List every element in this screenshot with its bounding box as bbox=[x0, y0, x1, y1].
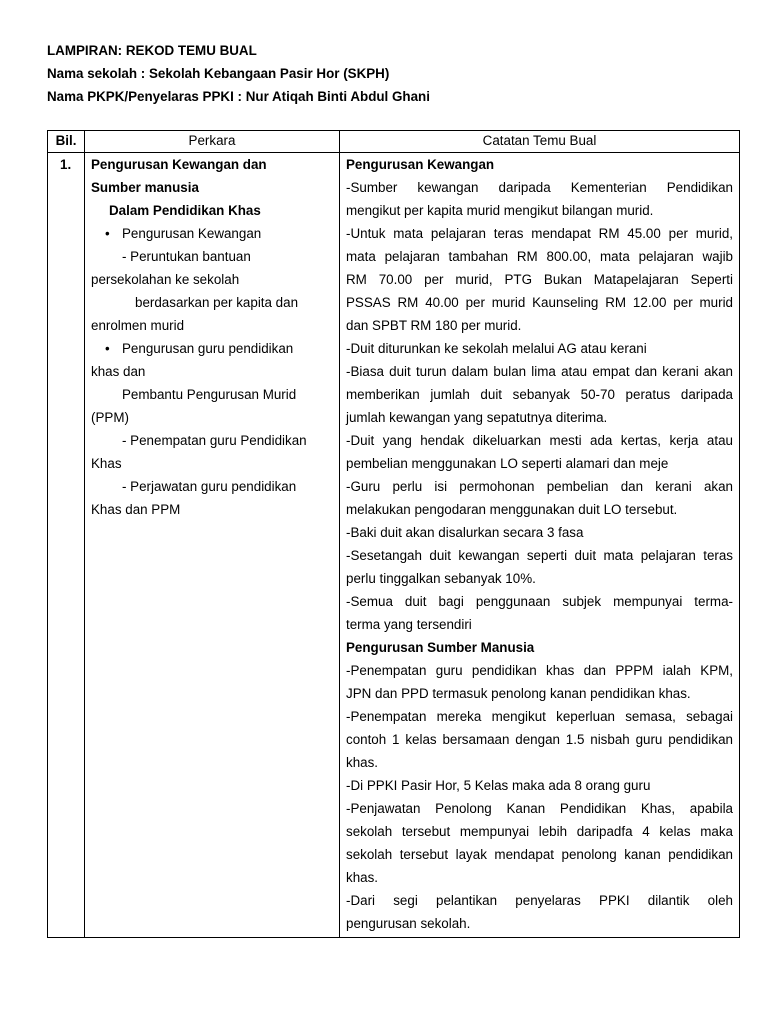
header-catatan: Catatan Temu Bual bbox=[340, 131, 740, 153]
bullet-icon bbox=[105, 341, 122, 356]
note-line: PSSAS RM 40.00 per murid Kaunseling RM 12.00 per murid bbox=[346, 295, 733, 310]
note-line: contoh 1 kelas bersamaan dengan 1.5 nisbah guru pendidikan bbox=[346, 732, 733, 747]
note-line: -Guru perlu isi permohonan pembelian dan kerani akan bbox=[346, 479, 733, 494]
note-line: pembelian menggunakan LO seperti alamari dan meje bbox=[346, 456, 669, 471]
perkara-line: Khas dan PPM bbox=[91, 502, 181, 517]
note-line: -Untuk mata pelajaran teras mendapat RM 45.00 per murid, bbox=[346, 226, 733, 241]
note-line: sekolah tersebut mempunyai lebih daripadfa 4 kelas maka bbox=[346, 824, 733, 839]
note-line: mengikut per kapita murid mengikut bilangan murid. bbox=[346, 203, 654, 218]
note-line: RM 70.00 per murid, PTG Bukan Matapelajaran Seperti bbox=[346, 272, 733, 287]
note-line: pengurusan sekolah. bbox=[346, 916, 471, 931]
note-line: khas. bbox=[346, 755, 379, 770]
perkara-line: - Perjawatan guru pendidikan bbox=[122, 479, 297, 494]
table-header-row bbox=[48, 131, 740, 153]
note-line: -Duit diturunkan ke sekolah melalui AG atau kerani bbox=[346, 341, 647, 356]
note-line: -Sumber kewangan daripada Kementerian Pendidikan bbox=[346, 180, 733, 195]
note-line: -Dari segi pelantikan penyelaras PPKI dilantik oleh bbox=[346, 893, 733, 908]
note-line: -Duit yang hendak dikeluarkan mesti ada kertas, kerja atau bbox=[346, 433, 733, 448]
note-line: -Sesetangah duit kewangan seperti duit mata pelajaran teras bbox=[346, 548, 733, 563]
note-line: -Semua duit bagi penggunaan subjek mempunyai terma- bbox=[346, 594, 733, 609]
note-line: -Biasa duit turun dalam bulan lima atau empat dan kerani akan bbox=[346, 364, 733, 379]
row-number-cell bbox=[48, 153, 85, 938]
note-line: JPN dan PPD termasuk penolong kanan pendidikan khas. bbox=[346, 686, 691, 701]
perkara-line: Pengurusan Kewangan dan bbox=[91, 157, 267, 172]
coordinator-name: Nama PKPK/Penyelaras PPKI : Nur Atiqah Binti Abdul Ghani bbox=[47, 89, 430, 104]
perkara-line: enrolmen murid bbox=[91, 318, 185, 333]
catatan-cell bbox=[340, 153, 740, 938]
note-line: khas. bbox=[346, 870, 379, 885]
perkara-line: - Penempatan guru Pendidikan bbox=[122, 433, 307, 448]
header-perkara: Perkara bbox=[85, 131, 340, 153]
perkara-line: berdasarkan per kapita dan bbox=[135, 295, 299, 310]
appendix-title: LAMPIRAN: REKOD TEMU BUAL bbox=[47, 43, 257, 58]
perkara-line: (PPM) bbox=[91, 410, 129, 425]
note-line: memberikan jumlah duit sebanyak 50-70 peratus daripada bbox=[346, 387, 733, 402]
note-line: -Di PPKI Pasir Hor, 5 Kelas maka ada 8 orang guru bbox=[346, 778, 651, 793]
note-line: melakukan pengodaran menggunakan duit LO tersebut. bbox=[346, 502, 678, 517]
document-header bbox=[47, 42, 430, 111]
header-bil: Bil. bbox=[48, 131, 85, 153]
school-name: Nama sekolah : Sekolah Kebangaan Pasir Hor (SKPH) bbox=[47, 66, 390, 81]
note-line: mata pelajaran tambahan RM 800.00, mata pelajaran wajib bbox=[346, 249, 733, 264]
row-number: 1. bbox=[60, 157, 72, 172]
perkara-line: Pengurusan guru pendidikan bbox=[122, 341, 294, 356]
perkara-line: khas dan bbox=[91, 364, 146, 379]
perkara-line: Sumber manusia bbox=[91, 180, 199, 195]
note-line: -Baki duit akan disalurkan secara 3 fasa bbox=[346, 525, 584, 540]
perkara-line: Pengurusan Kewangan bbox=[122, 226, 262, 241]
note-line: jumlah kewangan yang sepatutnya diterima. bbox=[346, 410, 608, 425]
note-line: dan SPBT RM 180 per murid. bbox=[346, 318, 522, 333]
table-row bbox=[48, 153, 740, 938]
note-line: sekolah tersebut layak mendapat penolong kanan pendidikan bbox=[346, 847, 733, 862]
note-line: perlu tinggalkan sebanyak 10%. bbox=[346, 571, 536, 586]
interview-record-table bbox=[47, 130, 740, 938]
perkara-line: - Peruntukan bantuan bbox=[122, 249, 251, 264]
perkara-cell bbox=[85, 153, 340, 938]
bullet-icon bbox=[105, 226, 122, 241]
perkara-line: Dalam Pendidikan Khas bbox=[109, 203, 261, 218]
note-line: terma yang tersendiri bbox=[346, 617, 472, 632]
perkara-line: Khas bbox=[91, 456, 122, 471]
note-line: -Penempatan mereka mengikut keperluan semasa, sebagai bbox=[346, 709, 733, 724]
perkara-line: Pembantu Pengurusan Murid bbox=[122, 387, 297, 402]
section-heading-kewangan: Pengurusan Kewangan bbox=[346, 157, 495, 172]
bullet-item bbox=[91, 222, 339, 245]
note-line: -Penjawatan Penolong Kanan Pendidikan Khas, apabila bbox=[346, 801, 733, 816]
perkara-line: persekolahan ke sekolah bbox=[91, 272, 240, 287]
note-line: -Penempatan guru pendidikan khas dan PPPM ialah KPM, bbox=[346, 663, 733, 678]
bullet-item bbox=[91, 337, 339, 360]
section-heading-sumber-manusia: Pengurusan Sumber Manusia bbox=[346, 640, 535, 655]
